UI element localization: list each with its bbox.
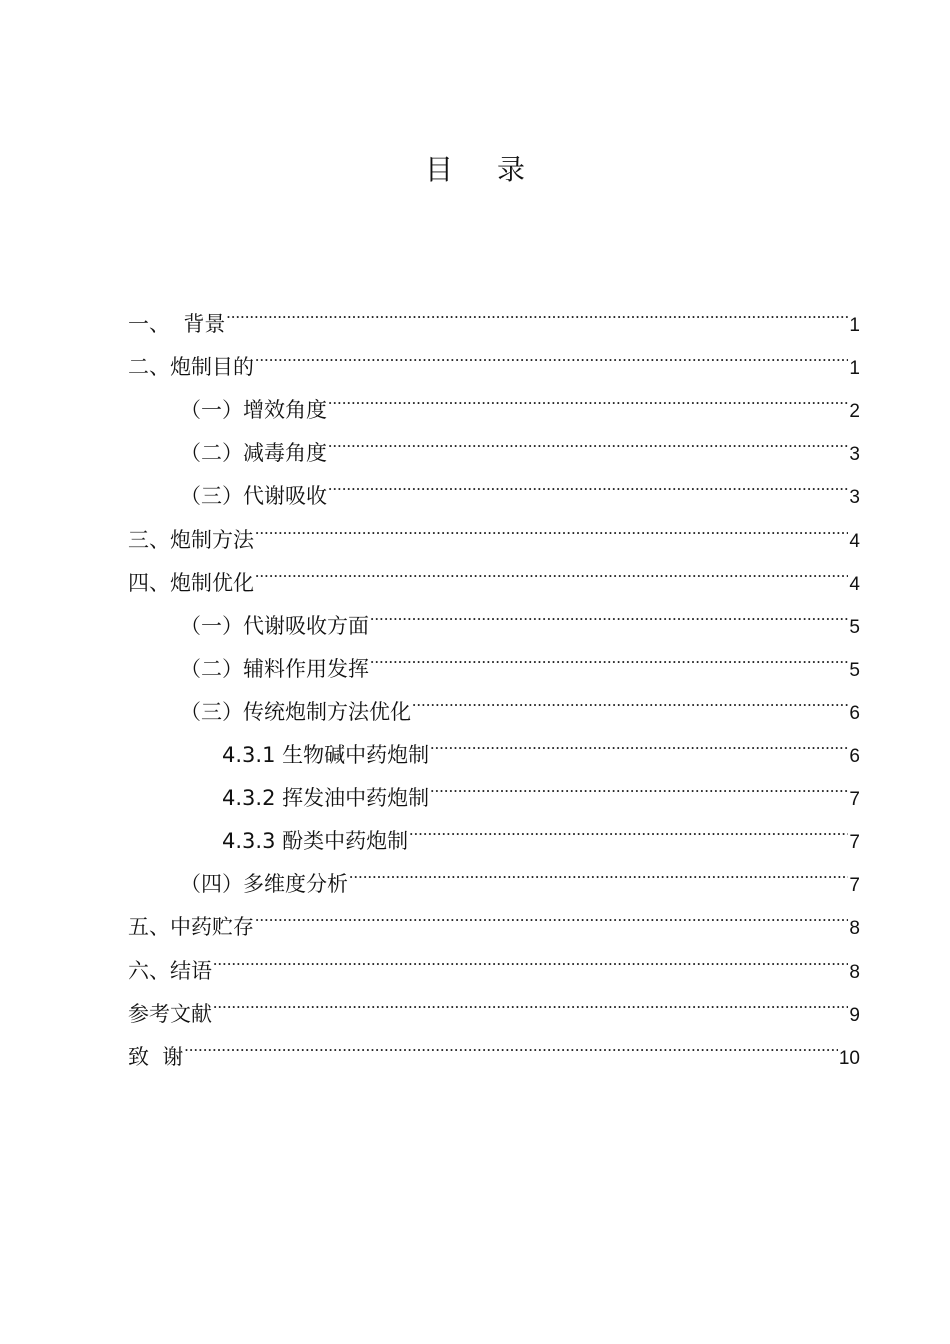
toc-entry[interactable] [128,934,860,983]
toc-dot-leader [255,331,848,374]
toc-page-number: 10 [838,1047,860,1069]
toc-entry-label: （一）代谢吸收方面 [180,613,369,638]
toc-dot-leader [226,288,848,331]
toc-entry-label: （三）代谢吸收 [180,484,327,509]
toc-page-number: 7 [849,832,860,854]
toc-page-number: 1 [849,315,860,337]
toc-entry-label: 二、炮制目的 [128,355,254,380]
title-char-1: 目 [424,153,453,186]
toc-dot-leader [370,590,848,633]
toc-entry-label: 三、炮制方法 [128,527,254,552]
toc-page-number: 4 [849,573,860,595]
toc-page-number: 4 [849,530,860,552]
toc-page-number: 9 [849,1004,860,1026]
toc-entry-label: 参考文献 [128,1001,212,1026]
toc-dot-leader [412,676,848,719]
toc-page-number: 6 [849,702,860,724]
toc-dot-leader [349,848,848,891]
toc-dot-leader [328,374,848,417]
toc-entry-label: 五、中药贮存 [128,915,254,940]
toc-dot-leader [430,719,848,762]
page-title [0,150,950,190]
toc-dot-leader [213,978,848,1021]
toc-entry[interactable] [128,1021,860,1069]
toc-page-number: 5 [849,616,860,638]
toc-entry-label: （二）辅料作用发挥 [180,656,369,681]
table-of-contents [128,288,860,1069]
toc-dot-leader [255,547,848,590]
toc-page-number: 6 [849,746,860,768]
toc-entry-label: （四）多维度分析 [180,872,348,897]
toc-dot-leader [409,805,848,848]
toc-dot-leader [430,762,848,805]
toc-page-number: 3 [849,487,860,509]
toc-page-number: 7 [849,875,860,897]
toc-page-number: 2 [849,401,860,423]
title-char-2: 录 [497,153,526,186]
toc-dot-leader [255,891,848,934]
toc-entry[interactable] [128,331,860,380]
toc-dot-leader [328,460,848,503]
toc-page-number: 7 [849,789,860,811]
toc-dot-leader [213,934,848,977]
toc-entry-label: 4.3.3 酚类中药炮制 [222,829,409,854]
toc-dot-leader [255,503,848,546]
toc-entry-label: 致 谢 [128,1044,184,1069]
toc-entry-label: 一、 背景 [128,312,226,337]
toc-entry-label: 六、结语 [128,958,212,983]
toc-page-number: 8 [849,918,860,940]
toc-entry-label: 四、炮制优化 [128,570,254,595]
toc-entry[interactable] [128,978,860,1026]
toc-dot-leader [328,417,848,460]
toc-entry-label: （一）增效角度 [180,398,327,423]
toc-entry-label: 4.3.1 生物碱中药炮制 [222,743,430,768]
toc-entry[interactable] [128,288,860,337]
toc-page-number: 3 [849,444,860,466]
toc-page-number: 1 [849,358,860,380]
toc-entry-label: 4.3.2 挥发油中药炮制 [222,786,430,811]
toc-entry-label: （二）减毒角度 [180,441,327,466]
toc-page-number: 8 [849,961,860,983]
toc-dot-leader [184,1021,838,1064]
toc-page-number: 5 [849,659,860,681]
toc-dot-leader [370,633,848,676]
toc-entry-label: （三）传统炮制方法优化 [180,699,411,724]
